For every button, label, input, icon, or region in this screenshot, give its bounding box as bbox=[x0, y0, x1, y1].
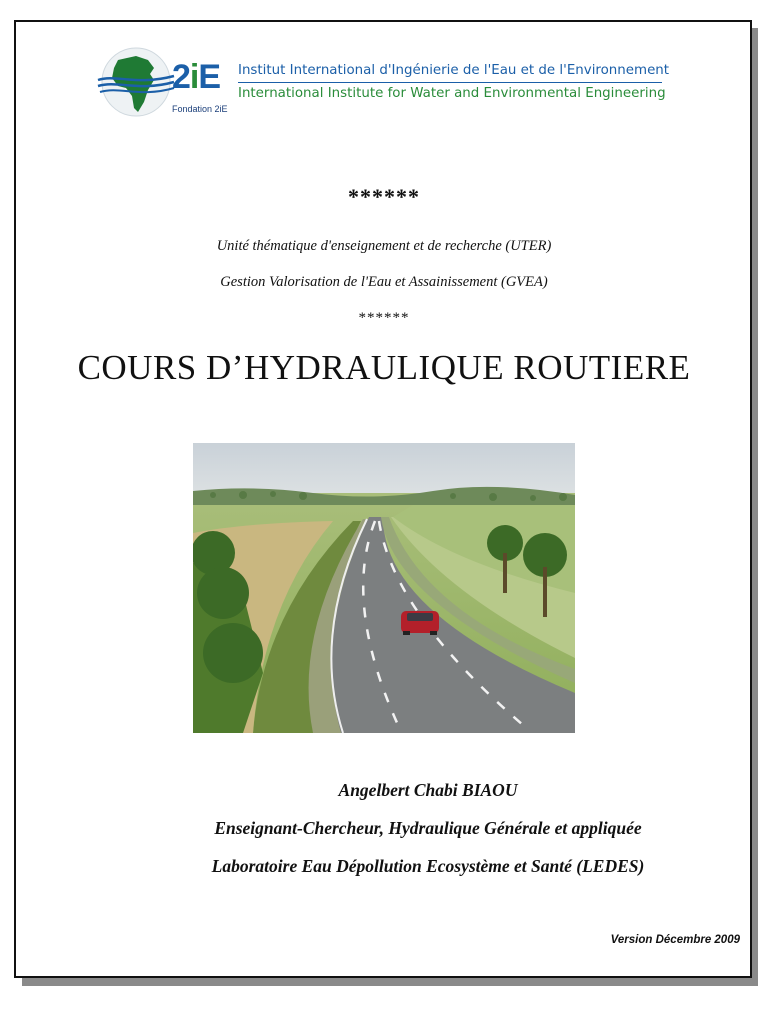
logo-2ie bbox=[96, 46, 236, 122]
stars-separator-top: ****** bbox=[348, 184, 420, 209]
author-role: Enseignant-Chercheur, Hydraulique Générale et appliquée bbox=[214, 818, 642, 838]
author-name: Angelbert Chabi BIAOU bbox=[338, 780, 518, 800]
unit-line: Unité thématique d'enseignement et de recherche (UTER) bbox=[216, 238, 552, 254]
author-lab: Laboratoire Eau Dépollution Ecosystème et Santé (LEDES) bbox=[211, 856, 645, 876]
logo-mark: 2iE bbox=[172, 58, 221, 96]
stars-separator-small: ****** bbox=[358, 310, 410, 326]
institute-name-en: International Institute for Water and Environmental Engineering bbox=[238, 86, 666, 101]
institute-name-fr: Institut International d'Ingénierie de l'Eau et de l'Environnement bbox=[238, 63, 670, 78]
header-divider bbox=[238, 82, 662, 83]
version-date: Version Décembre 2009 bbox=[610, 934, 740, 946]
course-title: COURS D’HYDRAULIQUE ROUTIERE bbox=[77, 348, 691, 387]
red-car bbox=[401, 611, 439, 635]
department-line: Gestion Valorisation de l'Eau et Assainissement (GVEA) bbox=[220, 274, 548, 290]
highway-photo bbox=[193, 443, 575, 733]
logo-foundation: Fondation 2iE bbox=[172, 104, 228, 114]
